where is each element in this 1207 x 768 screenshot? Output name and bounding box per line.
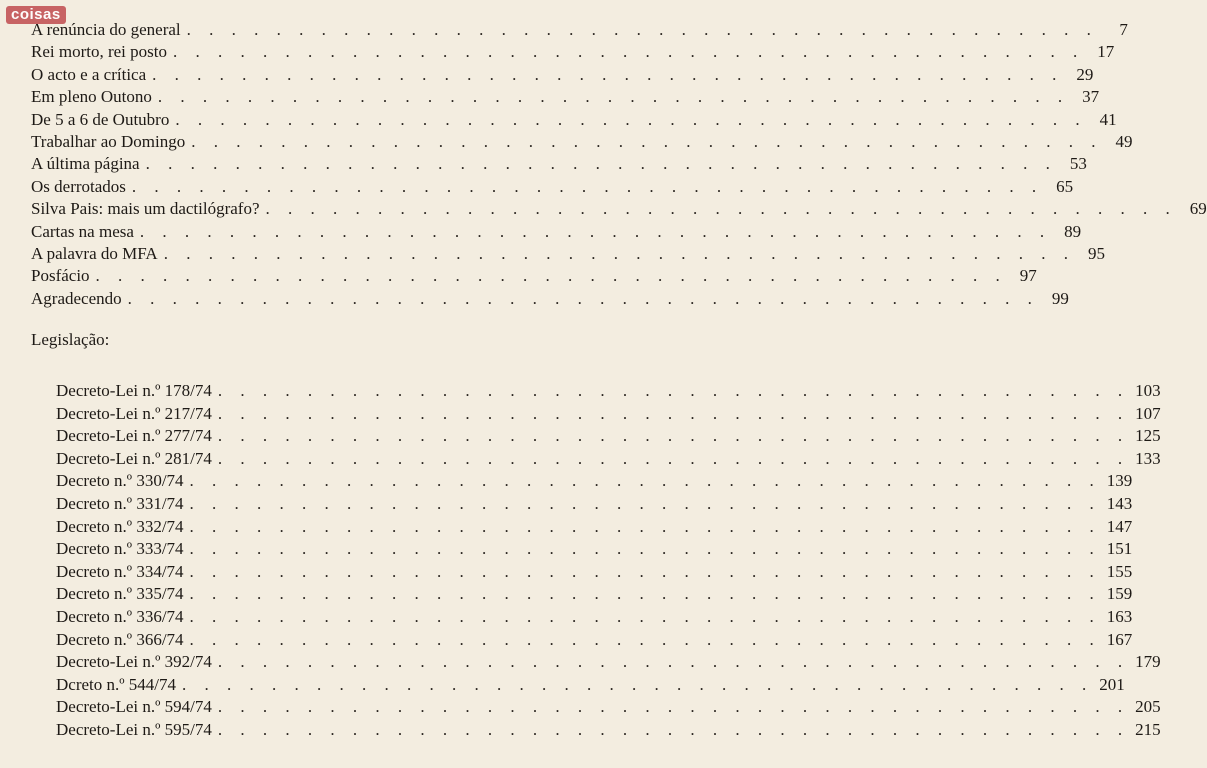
page-number: 69 xyxy=(1189,199,1207,219)
toc-entry xyxy=(56,403,1161,424)
dot-leader: . . . . . . . . . . . . . . . . . . . . . . . . . . . . . . . . . . . . . . . . . xyxy=(189,471,1101,491)
toc-entry xyxy=(56,720,1161,740)
page-number: 95 xyxy=(1087,244,1105,263)
entry-title: Decreto n.º 366/74 xyxy=(56,629,184,649)
dot-leader: . . . . . . . . . . . . . . . . . . . . . . . . . . . . . . . . . . . . . . . . . xyxy=(189,516,1101,536)
toc-entry xyxy=(31,109,1117,130)
dot-leader: . . . . . . . . . . . . . . . . . . . . . . . . . . . . . . . . . . . . . . . . . xyxy=(189,561,1101,581)
entry-title: Decreto-Lei n.º 277/74 xyxy=(56,426,212,446)
entry-title: Silva Pais: mais um dactilógrafo? xyxy=(31,199,260,219)
dot-leader: . . . . . . . . . . . . . . . . . . . . . . . . . . . . . . . . . . . . . . . . . xyxy=(139,221,1052,241)
toc-entry xyxy=(31,20,1128,40)
dot-leader: . . . . . . . . . . . . . . . . . . . . . . . . . . . . . . . . . . . . . . . . . xyxy=(145,154,1057,174)
entry-title: Em pleno Outono xyxy=(31,87,152,107)
dot-leader: . . . . . . . . . . . . . . . . . . . . . . . . . . . . . . . . . . . . . . . . . xyxy=(189,539,1101,559)
dot-leader: . . . . . . . . . . . . . . . . . . . . . . . . . . . . . . . . . . . . . . . . . xyxy=(172,42,1085,62)
entry-title: Decreto n.º 331/74 xyxy=(56,494,184,513)
legislation-heading: Legislação: xyxy=(31,330,110,349)
entry-title: Decreto n.º 332/74 xyxy=(56,516,184,536)
entry-title: Decreto-Lei n.º 281/74 xyxy=(56,448,212,468)
entry-title: Dcreto n.º 544/74 xyxy=(56,674,176,694)
toc-entry xyxy=(56,381,1161,401)
entry-title: O acto e a crítica xyxy=(31,64,147,84)
dot-leader: . . . . . . . . . . . . . . . . . . . . . . . . . . . . . . . . . . . . . . . . . xyxy=(217,448,1130,468)
dot-leader: . . . . . . . . . . . . . . . . . . . . . . . . . . . . . . . . . . . . . . . . . xyxy=(95,266,1007,286)
entry-title: Decreto n.º 334/74 xyxy=(56,561,184,581)
dot-leader: . . . . . . . . . . . . . . . . . . . . . . . . . . . . . . . . . . . . . . . . . xyxy=(217,426,1130,446)
toc-entry xyxy=(31,221,1082,242)
dot-leader: . . . . . . . . . . . . . . . . . . . . . . . . . . . . . . . . . . . . . . . . . xyxy=(217,381,1130,400)
page-number: 201 xyxy=(1099,674,1125,694)
entry-title: Decreto-Lei n.º 595/74 xyxy=(56,720,212,739)
entry-title: A renúncia do general xyxy=(31,20,181,39)
entry-title: Decreto-Lei n.º 217/74 xyxy=(56,403,212,423)
page-number: 215 xyxy=(1135,720,1161,739)
entry-title: Decreto n.º 335/74 xyxy=(56,584,184,604)
toc-entry xyxy=(31,154,1087,174)
dot-leader: . . . . . . . . . . . . . . . . . . . . . . . . . . . . . . . . . . . . . . . . . xyxy=(189,584,1101,604)
entry-title: Os derrotados xyxy=(31,176,126,196)
page-number: 163 xyxy=(1106,607,1133,626)
dot-leader: . . . . . . . . . . . . . . . . . . . . . . . . . . . . . . . . . . . . . . . . . xyxy=(189,607,1101,626)
toc-entry xyxy=(56,561,1133,582)
toc-entry xyxy=(31,132,1133,152)
page-number: 89 xyxy=(1064,221,1082,241)
dot-leader: . . . . . . . . . . . . . . . . . . . . . . . . . . . . . . . . . . . . . . . . . xyxy=(175,109,1087,129)
page-number: 179 xyxy=(1135,652,1161,672)
entry-title: Trabalhar ao Domingo xyxy=(31,132,186,151)
page-number: 167 xyxy=(1106,629,1133,649)
toc-entry xyxy=(31,176,1074,197)
toc-entry xyxy=(31,244,1105,264)
dot-leader: . . . . . . . . . . . . . . . . . . . . . . . . . . . . . . . . . . . . . . . . . xyxy=(189,494,1101,513)
toc-entry xyxy=(31,87,1100,107)
toc-entry xyxy=(56,697,1161,717)
dot-leader: . . . . . . . . . . . . . . . . . . . . . . . . . . . . . . . . . . . . . . . . . xyxy=(217,403,1130,423)
page-number: 41 xyxy=(1099,109,1117,129)
entry-title: Cartas na mesa xyxy=(31,221,134,241)
page-number: 147 xyxy=(1106,516,1133,536)
entry-title: Decreto n.º 336/74 xyxy=(56,607,184,626)
page-number: 205 xyxy=(1135,697,1161,717)
toc-entry xyxy=(31,42,1115,62)
toc-entry xyxy=(56,607,1133,627)
entry-title: De 5 a 6 de Outubro xyxy=(31,109,170,129)
entry-title: A última página xyxy=(31,154,140,174)
page-number: 49 xyxy=(1115,132,1133,151)
dot-leader: . . . . . . . . . . . . . . . . . . . . . . . . . . . . . . . . . . . . . . . . . xyxy=(127,288,1039,308)
dot-leader: . . . . . . . . . . . . . . . . . . . . . . . . . . . . . . . . . . . . . . . . . xyxy=(163,244,1075,263)
dot-leader: . . . . . . . . . . . . . . . . . . . . . . . . . . . . . . . . . . . . . . . . . xyxy=(191,132,1103,151)
entry-title: Decreto-Lei n.º 178/74 xyxy=(56,381,212,400)
toc-entry xyxy=(56,426,1161,446)
toc-entry xyxy=(31,199,1207,219)
toc-entry xyxy=(56,448,1161,469)
entry-title: Posfácio xyxy=(31,266,90,286)
dot-leader: . . . . . . . . . . . . . . . . . . . . . . . . . . . . . . . . . . . . . . . . . xyxy=(131,176,1044,196)
page-number: 97 xyxy=(1019,266,1037,286)
page-number: 107 xyxy=(1135,403,1161,423)
entry-title: Agradecendo xyxy=(31,288,122,308)
toc-entry xyxy=(56,539,1133,559)
page-number: 159 xyxy=(1106,584,1133,604)
page-number: 7 xyxy=(1119,20,1128,39)
page-number: 99 xyxy=(1051,288,1069,308)
page-number: 139 xyxy=(1106,471,1133,491)
page-number: 103 xyxy=(1135,381,1161,400)
page-number: 29 xyxy=(1076,64,1094,84)
toc-entry xyxy=(56,516,1133,537)
entry-title: Decreto n.º 330/74 xyxy=(56,471,184,491)
toc-entry xyxy=(31,288,1069,309)
toc-entry xyxy=(56,674,1125,695)
toc-entry xyxy=(56,652,1161,672)
entry-title: Decreto-Lei n.º 392/74 xyxy=(56,652,212,672)
entry-title: Decreto-Lei n.º 594/74 xyxy=(56,697,212,717)
toc-entry xyxy=(31,266,1037,286)
dot-leader: . . . . . . . . . . . . . . . . . . . . . . . . . . . . . . . . . . . . . . . . . xyxy=(265,199,1177,219)
dot-leader: . . . . . . . . . . . . . . . . . . . . . . . . . . . . . . . . . . . . . . . . . xyxy=(157,87,1070,107)
page-number: 53 xyxy=(1069,154,1087,174)
toc-entry xyxy=(56,584,1133,604)
page-number: 17 xyxy=(1097,42,1115,62)
watermark-logo: coisas xyxy=(6,6,66,24)
toc-entry xyxy=(56,471,1133,491)
dot-leader: . . . . . . . . . . . . . . . . . . . . . . . . . . . . . . . . . . . . . . . . . xyxy=(217,697,1130,717)
dot-leader: . . . . . . . . . . . . . . . . . . . . . . . . . . . . . . . . . . . . . . . . . xyxy=(186,20,1098,39)
page-number: 133 xyxy=(1135,448,1161,468)
dot-leader: . . . . . . . . . . . . . . . . . . . . . . . . . . . . . . . . . . . . . . . . . xyxy=(217,720,1130,739)
dot-leader: . . . . . . . . . . . . . . . . . . . . . . . . . . . . . . . . . . . . . . . . . xyxy=(182,674,1094,694)
page-number: 125 xyxy=(1135,426,1161,446)
toc-entry xyxy=(56,494,1133,514)
page-number: 143 xyxy=(1106,494,1133,513)
dot-leader: . . . . . . . . . . . . . . . . . . . . . . . . . . . . . . . . . . . . . . . . . xyxy=(189,629,1101,649)
dot-leader: . . . . . . . . . . . . . . . . . . . . . . . . . . . . . . . . . . . . . . . . . xyxy=(217,652,1130,672)
entry-title: Decreto n.º 333/74 xyxy=(56,539,184,559)
page-number: 37 xyxy=(1082,87,1100,107)
entry-title: A palavra do MFA xyxy=(31,244,158,263)
entry-title: Rei morto, rei posto xyxy=(31,42,167,62)
toc-entry xyxy=(31,64,1094,85)
page-number: 151 xyxy=(1106,539,1133,559)
page-number: 155 xyxy=(1106,561,1133,581)
page-number: 65 xyxy=(1056,176,1074,196)
dot-leader: . . . . . . . . . . . . . . . . . . . . . . . . . . . . . . . . . . . . . . . . . xyxy=(152,64,1064,84)
toc-entry xyxy=(56,629,1133,650)
